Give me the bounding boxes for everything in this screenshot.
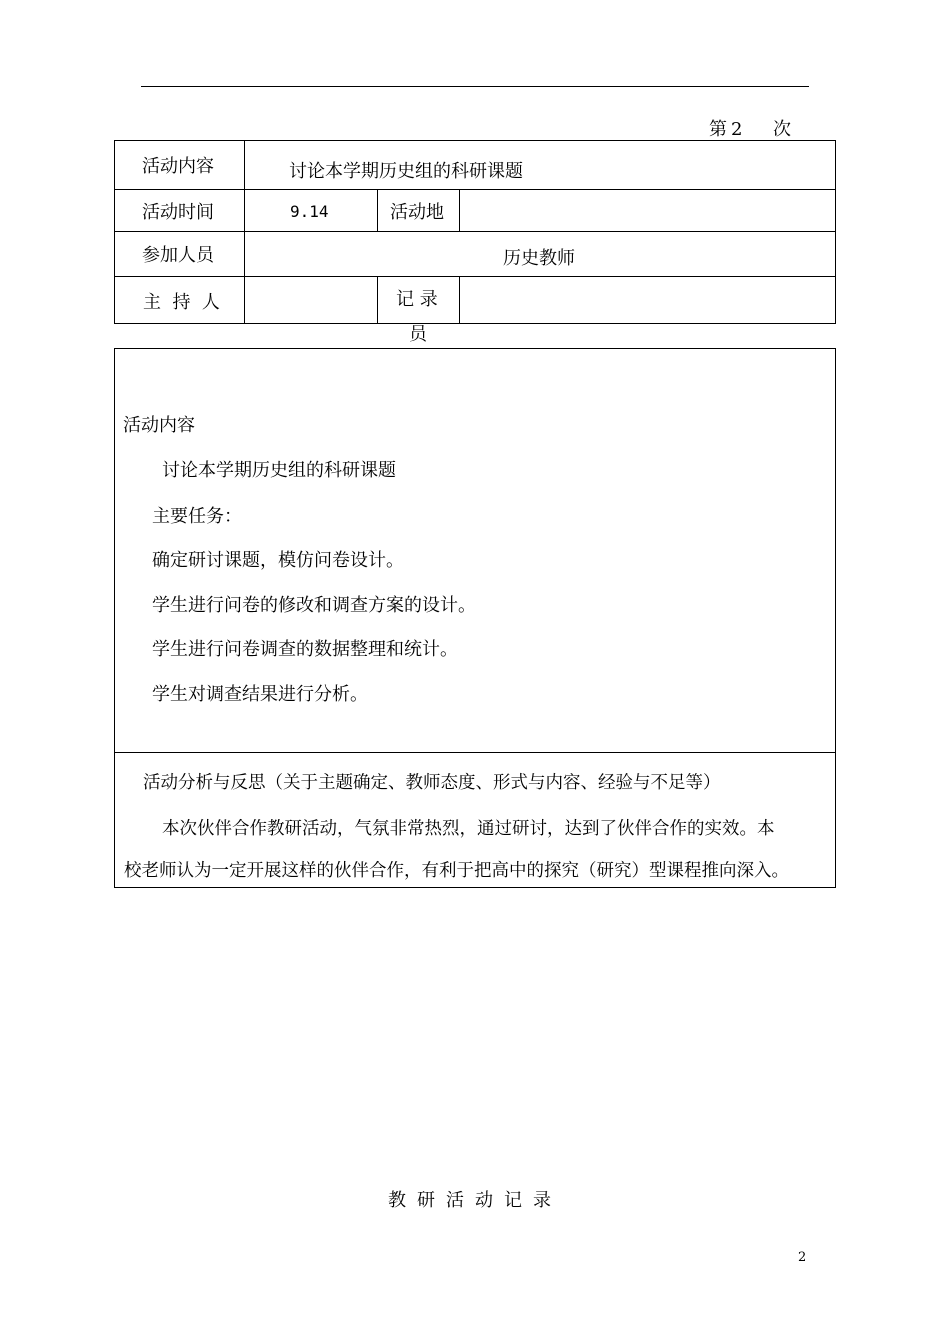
activity-heading: 活动内容: [123, 415, 195, 436]
table-col-divider: [377, 276, 378, 324]
session-prefix: 第: [709, 119, 727, 140]
activity-box-divider: [114, 752, 836, 753]
activity-topic: 讨论本学期历史组的科研课题: [162, 460, 396, 481]
participants-label: 参加人员: [142, 245, 214, 266]
table-border-bottom: [114, 323, 836, 324]
time-value: 9.14: [290, 202, 329, 221]
content-value: 讨论本学期历史组的科研课题: [289, 161, 523, 182]
footer-title: 教研活动记录: [388, 1190, 562, 1211]
task-item: 学生进行问卷的修改和调查方案的设计。: [152, 595, 476, 616]
recorder-label-line1: 记 录: [396, 289, 438, 310]
table-border-left: [114, 140, 115, 324]
session-counter: [709, 115, 791, 141]
table-col-divider: [244, 140, 245, 324]
table-border-right: [835, 140, 836, 324]
table-col-divider: [459, 276, 460, 324]
table-row-divider: [114, 231, 836, 232]
time-label: 活动时间: [142, 202, 214, 223]
host-label: 主 持 人: [143, 292, 220, 313]
place-label: 活动地: [390, 202, 444, 223]
activity-box: [114, 348, 836, 888]
recorder-label-line2: 员: [409, 324, 427, 345]
content-label: 活动内容: [142, 156, 214, 177]
reflection-line: 校老师认为一定开展这样的伙伴合作，有利于把高中的探究（研究）型课程推向深入。: [124, 861, 789, 881]
table-col-divider: [377, 189, 378, 232]
table-row-divider: [114, 189, 836, 190]
reflection-line: 本次伙伴合作教研活动，气氛非常热烈，通过研讨，达到了伙伴合作的实效。本: [162, 819, 775, 839]
participants-value: 历史教师: [503, 248, 575, 269]
table-row-divider: [114, 276, 836, 277]
table-border-top: [114, 140, 836, 141]
page-number: 2: [798, 1250, 807, 1265]
table-col-divider: [459, 189, 460, 232]
task-item: 确定研讨课题，模仿问卷设计。: [152, 550, 404, 571]
session-number: 2: [727, 120, 773, 141]
session-suffix: 次: [773, 119, 791, 140]
tasks-heading: 主要任务：: [152, 506, 242, 527]
task-item: 学生对调查结果进行分析。: [152, 684, 368, 705]
task-item: 学生进行问卷调查的数据整理和统计。: [152, 639, 458, 660]
reflection-heading: 活动分析与反思（关于主题确定、教师态度、形式与内容、经验与不足等）: [143, 773, 721, 793]
header-rule: [141, 86, 809, 87]
